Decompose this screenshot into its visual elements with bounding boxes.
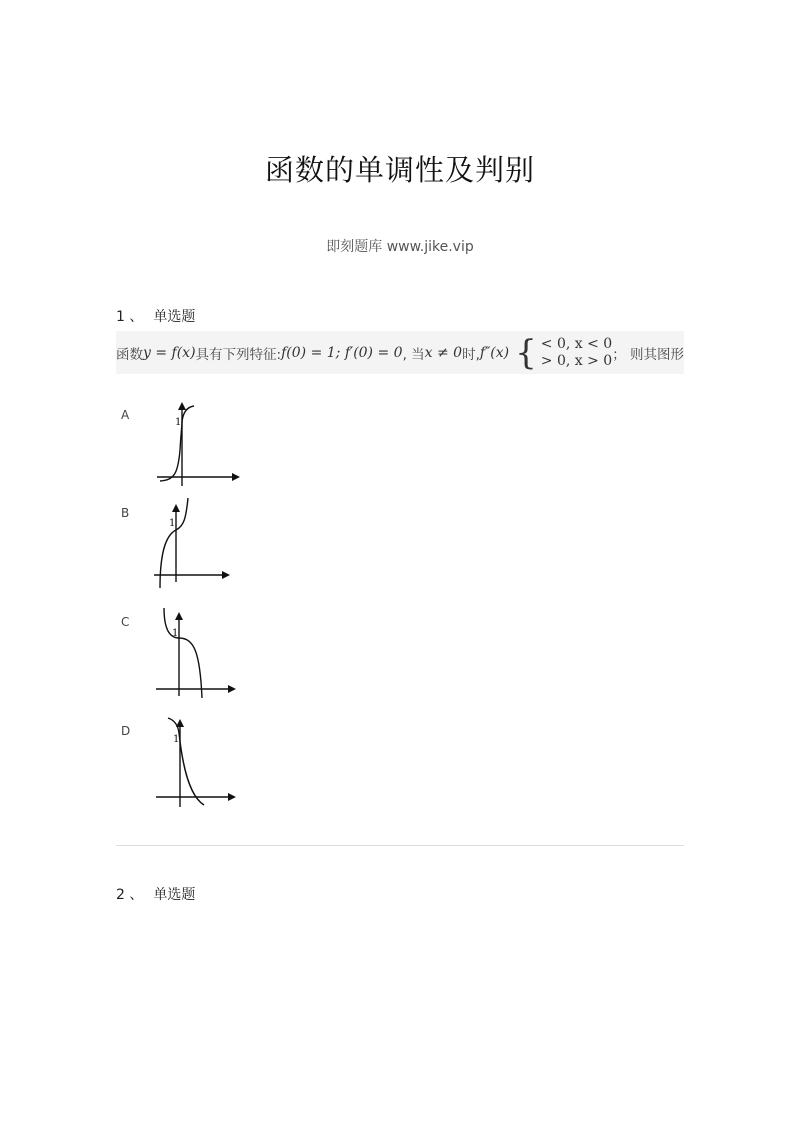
option-c-plot xyxy=(152,604,242,700)
option-b-graph[interactable] xyxy=(152,496,242,592)
question-number: 2 、 xyxy=(116,887,144,903)
stem-math-1: y = f(x) xyxy=(143,344,196,361)
option-c-label[interactable]: C xyxy=(121,615,130,629)
option-d-graph[interactable] xyxy=(152,713,242,809)
y-intercept-label: 1 xyxy=(172,628,179,639)
option-a-plot xyxy=(152,398,242,490)
option-c-graph[interactable] xyxy=(152,604,242,700)
question-divider xyxy=(116,845,684,846)
source-line: 即刻题库 www.jike.vip xyxy=(326,239,474,255)
x-axis-arrow xyxy=(228,685,236,693)
y-intercept-label: 1 xyxy=(173,734,180,745)
stem-text-4: 时, xyxy=(462,346,480,363)
x-axis-arrow xyxy=(228,793,236,801)
curve xyxy=(168,718,204,805)
stem-text-1: 函数 xyxy=(116,346,143,363)
option-b-label[interactable]: B xyxy=(121,506,130,520)
option-b-plot xyxy=(152,496,242,592)
stem-math-2: f(0) = 1; f′(0) = 0 xyxy=(281,344,403,361)
question-type: 单选题 xyxy=(153,309,196,325)
y-axis-arrow xyxy=(175,612,183,620)
question-1-stem xyxy=(116,331,684,374)
case-line-2: > 0, x > 0 xyxy=(540,352,613,369)
stem-math-4: f″(x) xyxy=(479,344,510,361)
cases-brace: { xyxy=(515,332,537,373)
question-type: 单选题 xyxy=(153,887,196,903)
option-d-plot xyxy=(152,713,242,809)
y-intercept-label: 1 xyxy=(169,518,176,529)
cases-block xyxy=(541,336,612,370)
x-axis-arrow xyxy=(222,571,230,579)
option-a-graph[interactable] xyxy=(152,398,242,490)
y-intercept-label: 1 xyxy=(175,417,182,428)
y-axis-arrow xyxy=(178,402,186,410)
stem-text-3: , 当 xyxy=(402,346,425,363)
page-title: 函数的单调性及判别 xyxy=(264,153,535,187)
option-d-label[interactable]: D xyxy=(121,724,131,738)
question-number: 1 、 xyxy=(116,309,144,325)
case-line-1: < 0, x < 0 xyxy=(540,335,613,352)
question-1-header xyxy=(116,306,195,326)
stem-text-2: 具有下列特征: xyxy=(195,346,282,363)
x-axis-arrow xyxy=(232,473,240,481)
stem-text-5: ； 则其图形 xyxy=(612,346,684,363)
option-a-label[interactable]: A xyxy=(121,408,130,422)
question-2-header xyxy=(116,884,195,904)
y-axis-arrow xyxy=(172,504,180,512)
curve xyxy=(164,608,202,698)
stem-math-3: x ≠ 0 xyxy=(424,344,463,361)
